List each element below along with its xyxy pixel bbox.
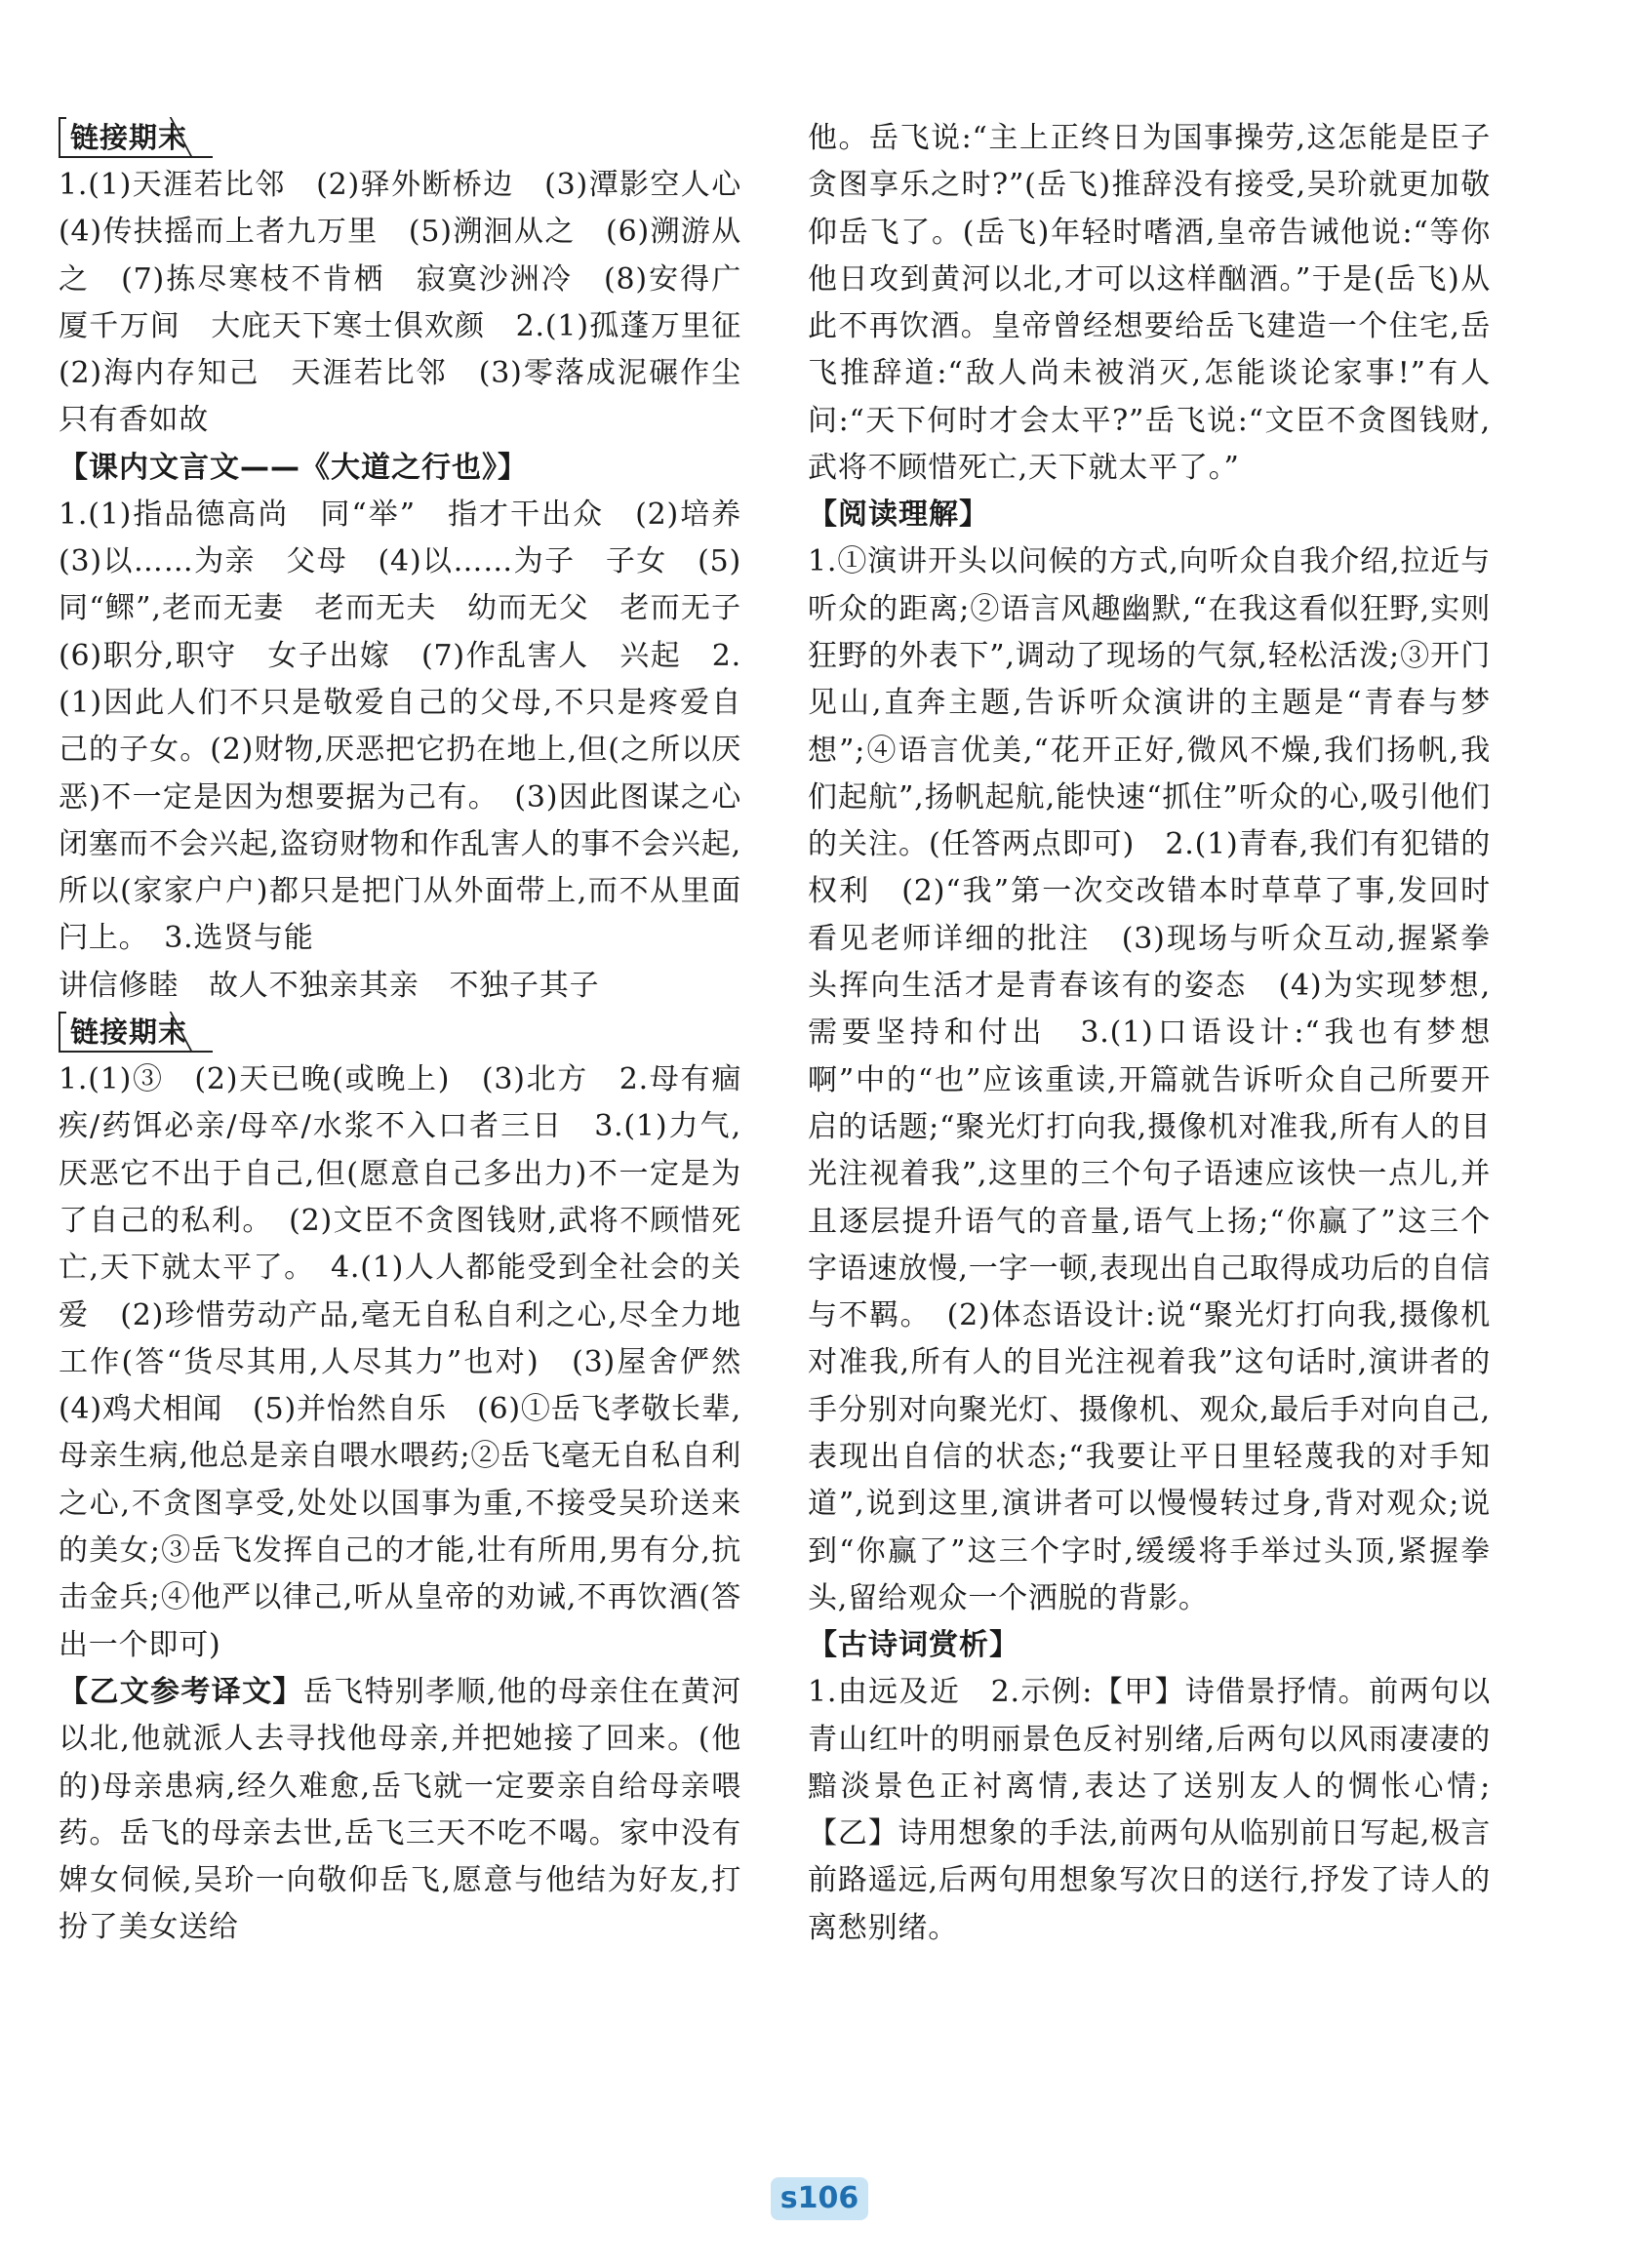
answers-link-final-2: 1.(1)③ (2)天已晚(或晚上) (3)北方 2.母有痼疾/药饵必亲/母卒/水浆不入口者三日 3.(1)力气,厌恶它不出于自己,但(愿意自己多出力)不一定是为了自己的私利。 (2)文臣不贪图钱财,武将不顾惜死亡,天下就太平了。 4.(1)人人都能受到全社会的关爱 (2)珍惜劳动产品,毫无自私自利之心,尽全力地工作(答“货尽其用,人尽其力”也对) (3)屋舍俨然 (4)鸡犬相闻 (5)并怡然自乐 (6)①岳飞孝敬长辈,母亲生病,他总是亲自喂水喂药;②岳飞毫无自私自利之心,不贪图享受,处处以国事为重,不接受吴玠送来的美女;③岳飞发挥自己的才能,壮有所用,男有分,抗击金兵;④他严以律己,听从皇帝的劝诫,不再饮酒(答出一个即可) (59, 1062, 772, 1662)
answers-poetry-recitation: 1.(1)天涯若比邻 (2)驿外断桥边 (3)潭影空人心 (4)传扶摇而上者九万里 (5)溯洄从之 (6)溯游从之 (7)拣尽寒枝不肯栖 寂寞沙洲冷 (8)安得广厦千万间 大庇天下寒士俱欢颜 2.(1)孤蓬万里征 (2)海内存知己 天涯若比邻 (3)零落成泥碾作尘 只有香如故 (59, 168, 772, 438)
translation-label: 【乙文参考译文】 (59, 1674, 303, 1709)
answers-reading: 1.①演讲开头以问候的方式,向听众自我介绍,拉近与听众的距离;②语言风趣幽默,“在我这看似狂野,实则狂野的外表下”,调动了现场的气氛,轻松活泼;③开门见山,直奔主题,告诉听众演讲的主题是“青春与梦想”;④语言优美,“花开正好,微风不燥,我们扬帆,我们起航”,扬帆起航,能快速“抓住”听众的心,吸引他们的关注。(任答两点即可) 2.(1)青春,我们有犯错的权利 (2)“我”第一次交改错本时草草了事,发回时看见老师详细的批注 (3)现场与听众互动,握紧拳头挥向生活才是青春该有的姿态 (4)为实现梦想,需要坚持和付出 3.(1)口语设计:“我也有梦想啊”中的“也”应该重读,开篇就告诉听众自己所要开启的话题;“聚光灯打向我,摄像机对准我,所有人的目光注视着我”,这里的三个句子语速应该快一点儿,并且逐层提升语气的音量,语气上扬;“你赢了”这三个字语速放慢,一字一顿,表现出自己取得成功后的自信与不羁。 (2)体态语设计:说“聚光灯打向我,摄像机对准我,所有人的目光注视着我”这句话时,演讲者的手分别对向聚光灯、摄像机、观众,最后手对向自己,表现出自信的状态;“我要让平日里轻蔑我的对手知道”,说到这里,演讲者可以慢慢转过身,背对观众;说到“你赢了”这三个字时,缓缓将手举过头顶,紧握拳头,留给观众一个洒脱的背影。 (808, 544, 1491, 1615)
translation-continued: 他。岳飞说:“主上正终日为国事操劳,这怎能是臣子贪图享乐之时?”(岳飞)推辞没有接受,吴玠就更加敬仰岳飞了。(岳飞)年轻时嗜酒,皇帝告诫他说:“等你他日攻到黄河以北,才可以这样酗酒。”于是(岳飞)从此不再饮酒。皇帝曾经想要给岳飞建造一个住宅,岳飞推辞道:“敌人尚未被消灭,怎能谈论家事!”有人问:“天下何时才会太平?”岳飞说:“文臣不贪图钱财,武将不顾惜死亡,天下就太平了。” (808, 121, 1491, 486)
section-tag-link-final-2: 链接期末 (59, 1014, 213, 1053)
section-tag-link-final-1: 链接期末 (59, 119, 213, 158)
translation-text: 岳飞特别孝顺,他的母亲住在黄河以北,他就派人去寻找他母亲,并把她接了回来。(他的)母亲患病,经久难愈,岳飞就一定要亲自给母亲喂药。岳飞的母亲去世,岳飞三天不吃不喝。家中没有婢女伺候,吴玠一向敬仰岳飞,愿意与他结为好友,打扮了美女送给 (59, 1674, 741, 1945)
section-header-reading: 【阅读理解】 (808, 497, 989, 533)
answers-classical-text-cont: 讲信修睦 故人不独亲其亲 不独子其子 (59, 968, 600, 1003)
section-header-poetry-appreciation: 【古诗词赏析】 (808, 1628, 1019, 1663)
section-header-classical-text: 【课内文言文——《大道之行也》】 (59, 450, 528, 485)
answers-classical-text: 1.(1)指品德高尚 同“举” 指才干出众 (2)培养 (3)以……为亲 父母 (4)以……为子 子女 (5)同“鳏”,老而无妻 老而无夫 幼而无父 老而无子 (6)职分,职守 女子出嫁 (7)作乱害人 兴起 2.(1)因此人们不只是敬爱自己的父母,不只是疼爱自己的子女。(2)财物,厌恶把它扔在地上,但(之所以厌恶)不一定是因为想要据为己有。 (3)因此图谋之心闭塞而不会兴起,盗窃财物和作乱害人的事不会兴起,所以(家家户户)都只是把门从外面带上,而不从里面闩上。 3.选贤与能 (59, 497, 772, 956)
answers-poetry-appreciation: 1.由远及近 2.示例:【甲】诗借景抒情。前两句以青山红叶的明丽景色反衬别绪,后两句以风雨凄凄的黯淡景色正衬离情,表达了送别友人的惆怅心情;【乙】诗用想象的手法,前两句从临别前日写起,极言前路遥远,后两句用想象写次日的送行,抒发了诗人的离愁别绪。 (808, 1675, 1491, 1945)
page-number-badge: s106 (771, 2177, 868, 2220)
left-column (59, 115, 772, 1952)
right-column (808, 115, 1491, 1952)
translation-paragraph (59, 1669, 741, 1952)
